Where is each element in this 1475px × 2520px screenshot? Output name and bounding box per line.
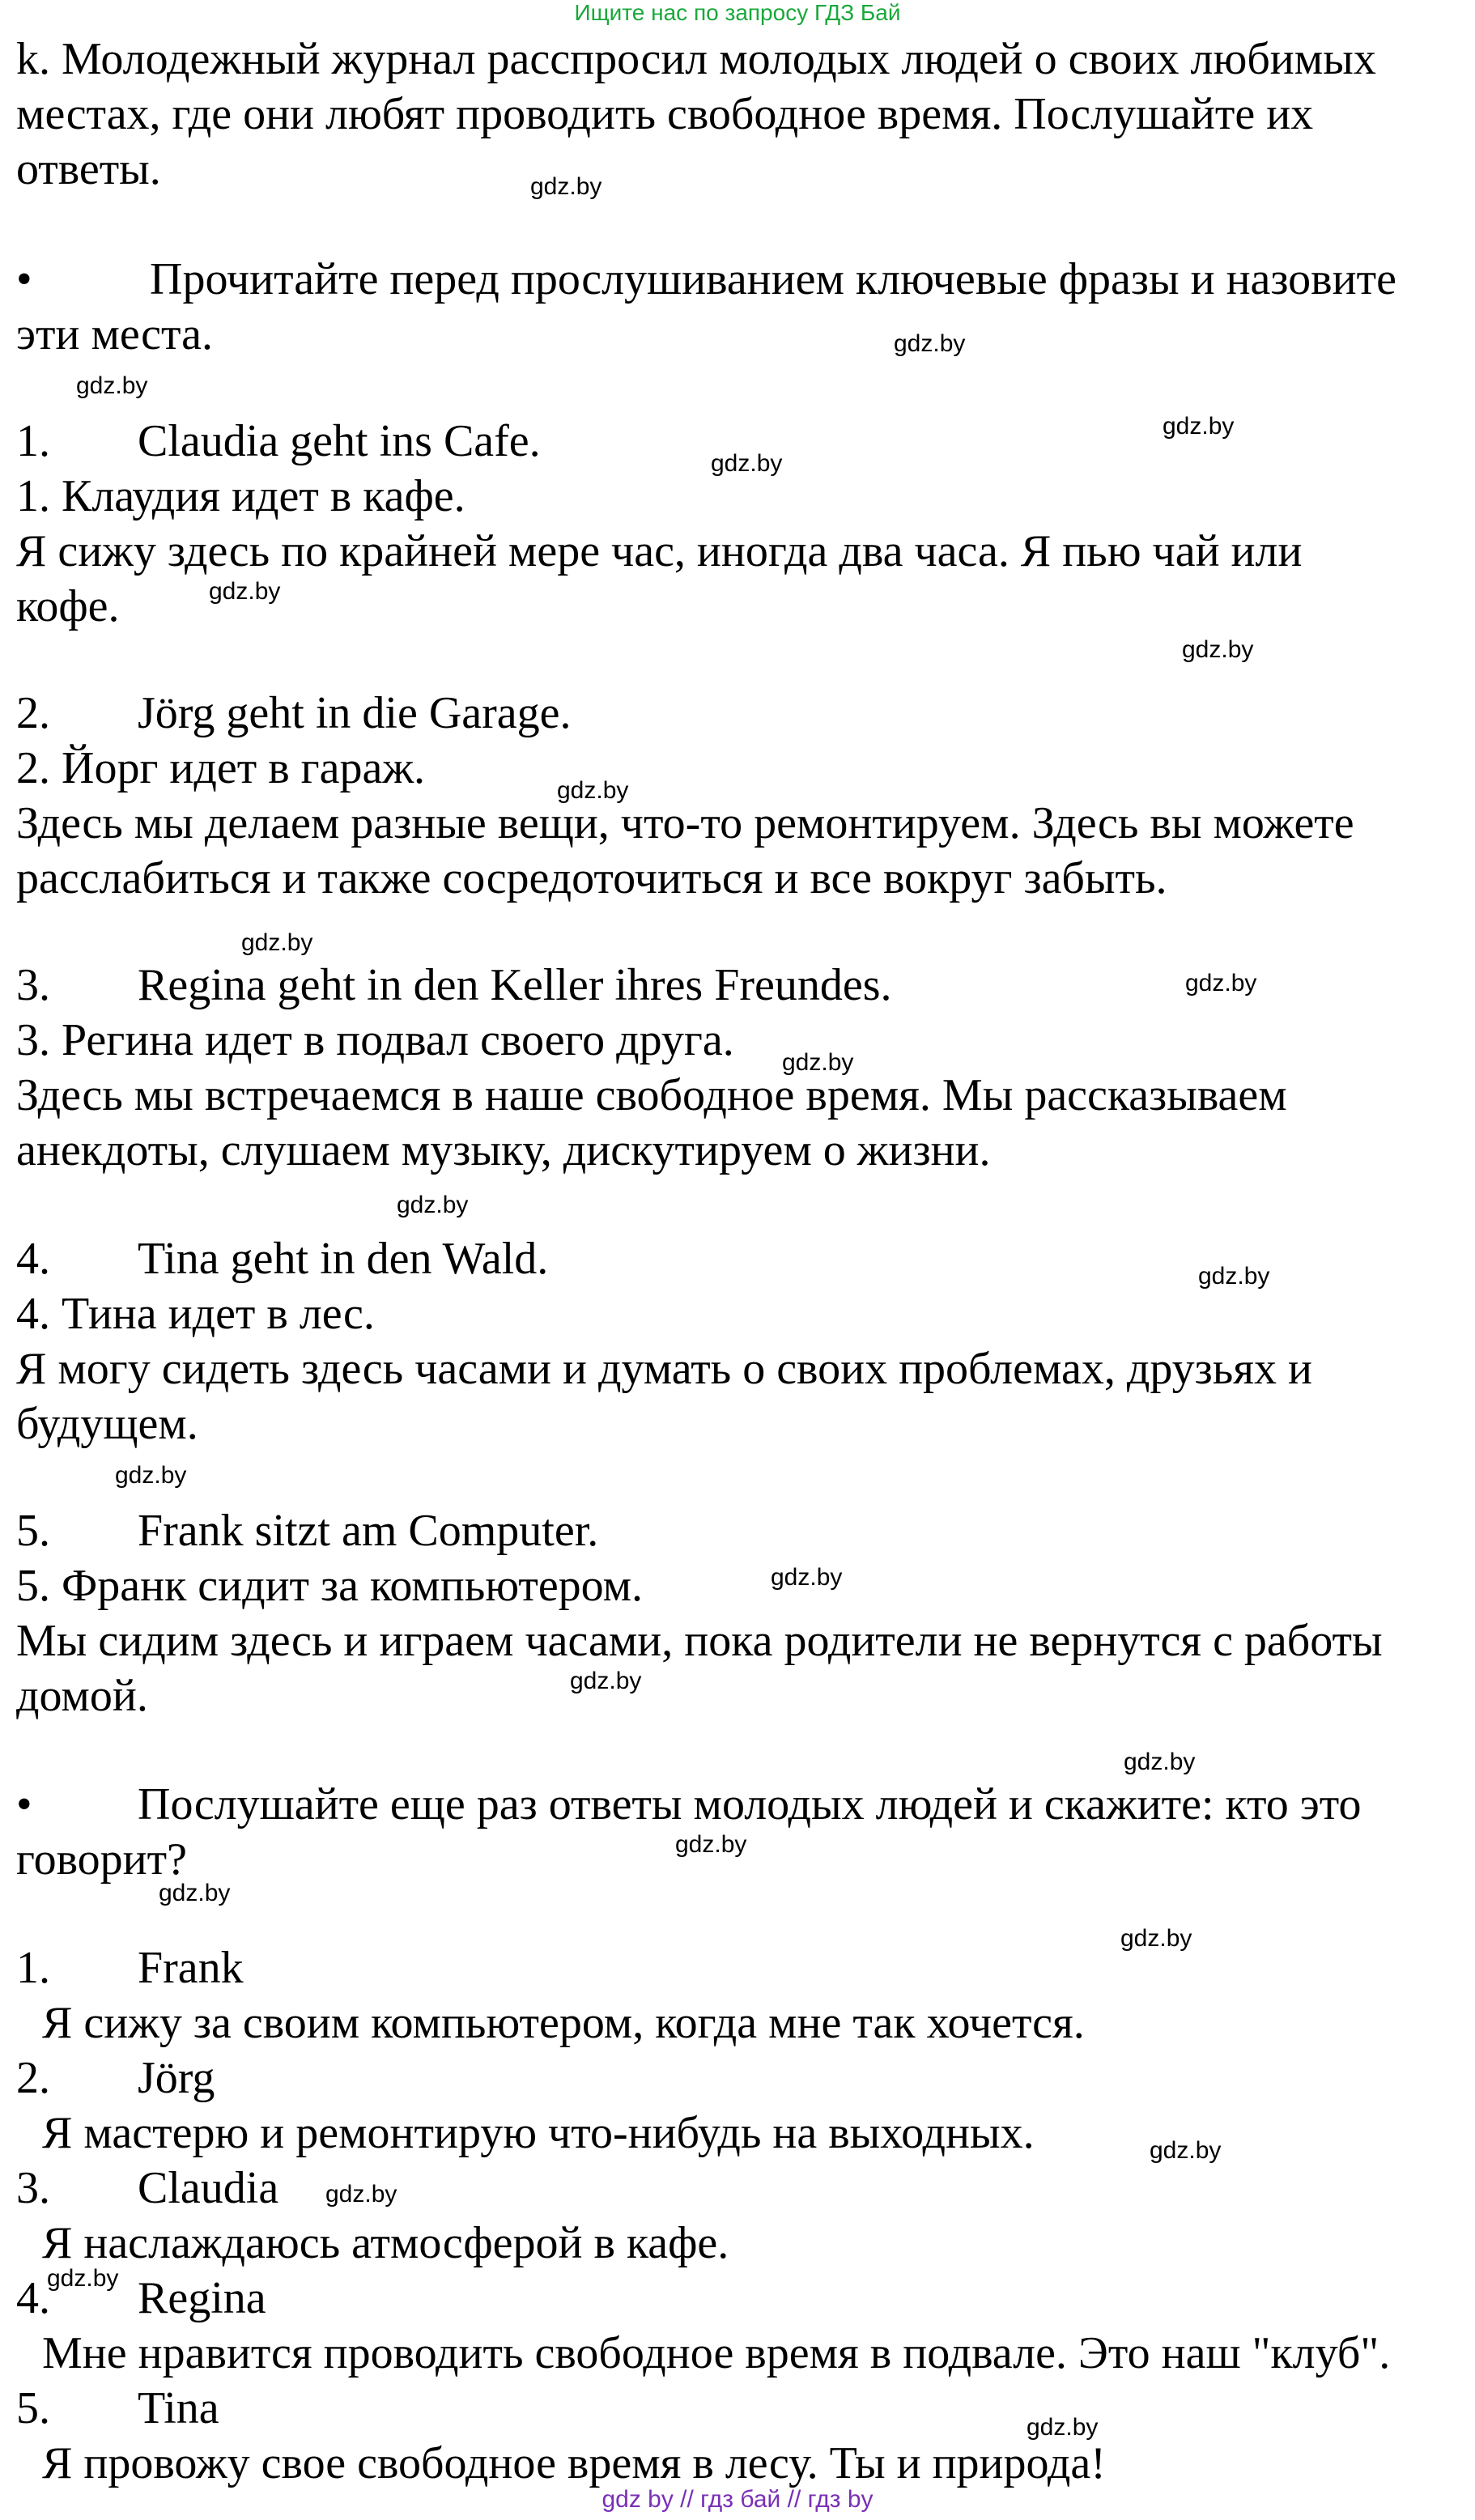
answer-3-name	[16, 2161, 278, 2215]
item-number: 5.	[16, 1506, 50, 1556]
item-1-translation: 1. Клаудия идет в кафе.	[16, 471, 465, 521]
answer-1-name	[16, 1941, 244, 1995]
item-4-text-line-2: будущем.	[16, 1399, 198, 1449]
answer-1-quote: Я сижу за своим компьютером, когда мне так хочется.	[42, 1998, 1085, 2048]
answer-number: 3.	[16, 2163, 50, 2213]
watermark: gdz.by	[159, 1880, 231, 1906]
answer-4-quote: Мне нравится проводить свободное время в подвале. Это наш "клуб".	[42, 2328, 1391, 2378]
item-number: 4.	[16, 1234, 50, 1284]
item-3-german	[16, 958, 892, 1012]
item-1-german	[16, 414, 541, 468]
watermark: gdz.by	[771, 1564, 843, 1591]
item-number: 1.	[16, 416, 50, 466]
watermark: gdz.by	[1027, 2414, 1099, 2441]
instruction-2-text: Послушайте еще раз ответы молодых людей и скажите: кто это	[138, 1779, 1362, 1829]
answer-5-quote: Я провожу свое свободное время в лесу. Ты и природа!	[42, 2438, 1106, 2488]
watermark: gdz.by	[782, 1049, 854, 1076]
answer-name-text: Frank	[138, 1943, 244, 1993]
answer-name-text: Jörg	[138, 2053, 215, 2103]
watermark: gdz.by	[1182, 636, 1254, 663]
watermark: gdz.by	[1185, 970, 1257, 997]
watermark: gdz.by	[1124, 1749, 1196, 1775]
watermark: gdz.by	[115, 1462, 187, 1489]
watermark: gdz.by	[1150, 2137, 1222, 2164]
item-3-text-line-1: Здесь мы встречаемся в наше свободное время. Мы рассказываем	[16, 1070, 1287, 1120]
answer-name-text: Regina	[138, 2273, 266, 2323]
watermark: gdz.by	[1163, 413, 1235, 440]
watermark: gdz.by	[76, 372, 148, 399]
item-german-text: Regina geht in den Keller ihres Freundes.	[138, 960, 892, 1010]
item-2-text-line-1: Здесь мы делаем разные вещи, что-то ремонтируем. Здесь вы можете	[16, 798, 1354, 848]
answer-name-text: Tina	[138, 2383, 219, 2433]
item-2-translation: 2. Йорг идет в гараж.	[16, 743, 426, 793]
watermark: gdz.by	[397, 1192, 469, 1218]
watermark: gdz.by	[557, 777, 629, 804]
task-intro-line-1: k. Молодежный журнал расспросил молодых людей о своих любимых	[16, 34, 1376, 84]
answer-number: 1.	[16, 1943, 50, 1993]
answer-5-name	[16, 2382, 219, 2435]
item-1-text-line-2: кофе.	[16, 581, 120, 631]
instruction-2-line-2: говорит?	[16, 1834, 187, 1885]
item-5-german	[16, 1504, 598, 1557]
task-intro-line-2: местах, где они любят проводить свободное время. Послушайте их	[16, 89, 1314, 139]
item-number: 2.	[16, 688, 50, 738]
item-2-text-line-2: расслабиться и также сосредоточиться и все вокруг забыть.	[16, 853, 1167, 903]
answer-3-quote: Я наслаждаюсь атмосферой в кафе.	[42, 2218, 729, 2268]
bullet-marker: •	[16, 254, 32, 304]
watermark: gdz.by	[894, 330, 966, 357]
instruction-2-line-1	[16, 1778, 1361, 1831]
item-german-text: Frank sitzt am Computer.	[138, 1506, 599, 1556]
answer-number: 2.	[16, 2053, 50, 2103]
item-4-german	[16, 1232, 548, 1285]
item-1-text-line-1: Я сижу здесь по крайней мере час, иногда два часа. Я пью чай или	[16, 526, 1303, 576]
item-3-translation: 3. Регина идет в подвал своего друга.	[16, 1015, 734, 1065]
item-german-text: Jörg geht in die Garage.	[138, 688, 572, 738]
answer-number: 5.	[16, 2383, 50, 2433]
watermark: gdz.by	[570, 1668, 642, 1694]
instruction-1-line-1	[16, 253, 1396, 306]
item-number: 3.	[16, 960, 50, 1010]
bullet-marker: •	[16, 1779, 32, 1829]
item-2-german	[16, 686, 571, 740]
answer-2-quote: Я мастерю и ремонтирую что-нибудь на выходных.	[42, 2108, 1035, 2158]
item-5-translation: 5. Франк сидит за компьютером.	[16, 1561, 644, 1611]
item-3-text-line-2: анекдоты, слушаем музыку, дискутируем о жизни.	[16, 1125, 991, 1175]
watermark: gdz.by	[1198, 1263, 1270, 1290]
watermark: gdz.by	[47, 2265, 119, 2292]
answer-2-name	[16, 2051, 215, 2105]
watermark: gdz.by	[1120, 1925, 1192, 1952]
watermark: gdz.by	[675, 1831, 747, 1858]
item-5-text-line-2: домой.	[16, 1671, 148, 1721]
answer-name-text: Claudia	[138, 2163, 279, 2213]
instruction-1-text: Прочитайте перед прослушиванием ключевые фразы и назовите	[150, 254, 1396, 304]
watermark: gdz.by	[209, 578, 281, 605]
answer-number: 4.	[16, 2273, 50, 2323]
item-4-text-line-1: Я могу сидеть здесь часами и думать о своих проблемах, друзьях и	[16, 1344, 1313, 1394]
item-5-text-line-1: Мы сидим здесь и играем часами, пока родители не вернутся с работы	[16, 1616, 1383, 1666]
watermark: gdz.by	[241, 929, 313, 956]
instruction-1-line-2: эти места.	[16, 309, 214, 359]
item-4-translation: 4. Тина идет в лес.	[16, 1289, 375, 1339]
item-german-text: Tina geht in den Wald.	[138, 1234, 549, 1284]
watermark: gdz.by	[530, 173, 602, 200]
watermark: gdz.by	[325, 2181, 397, 2208]
footer-links[interactable]: gdz by // гдз бай // гдз by	[601, 2486, 874, 2513]
watermark: gdz.by	[711, 450, 783, 477]
task-intro-line-3: ответы.	[16, 144, 161, 194]
item-german-text: Claudia geht ins Cafe.	[138, 416, 541, 466]
header-search-link[interactable]: Ищите нас по запросу ГДЗ Бай	[574, 0, 901, 25]
